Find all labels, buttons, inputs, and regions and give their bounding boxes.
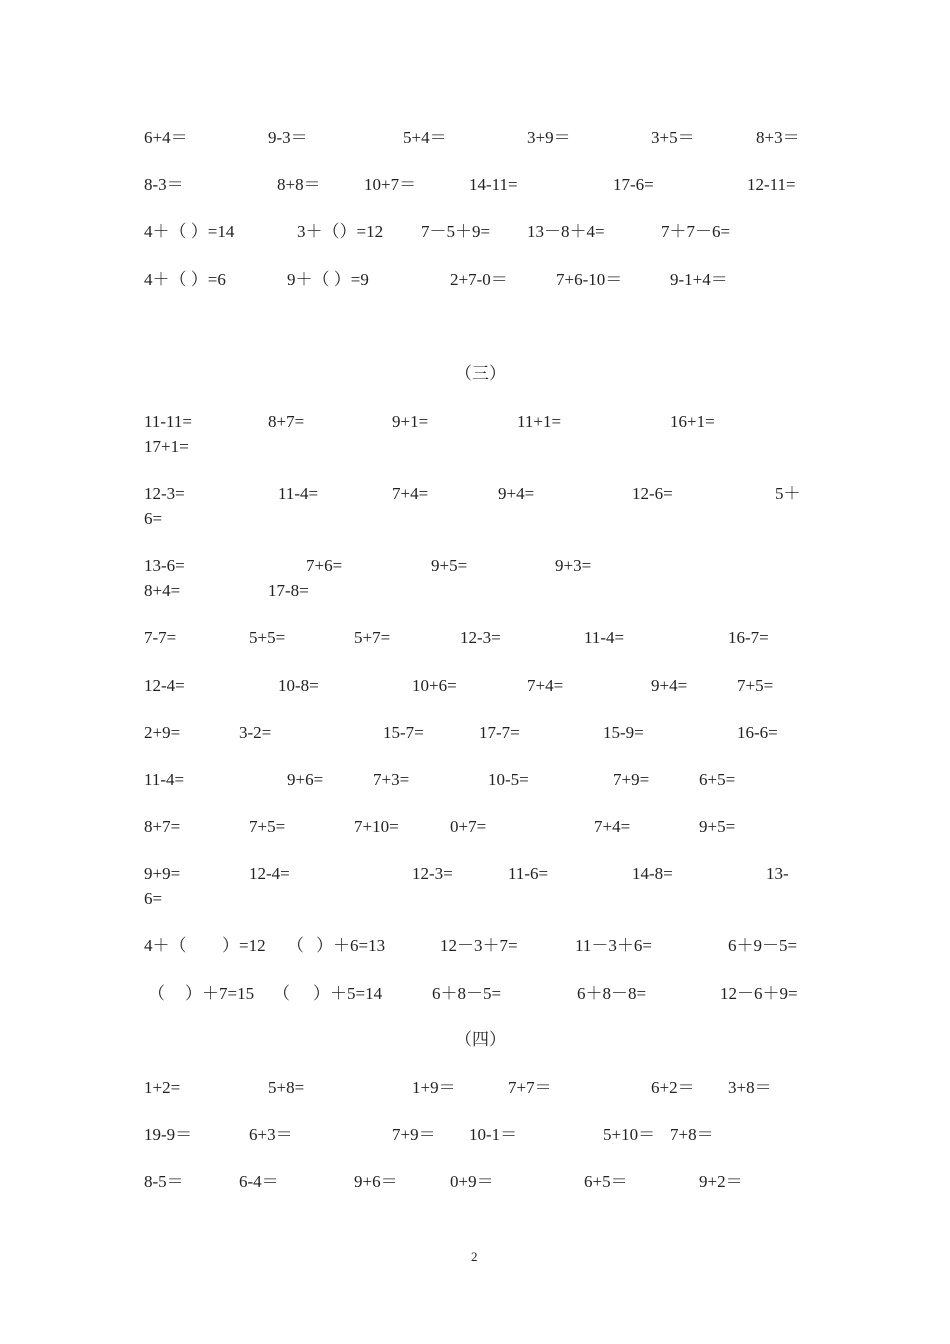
problem: 11－3＋6= <box>575 936 652 955</box>
problem: 16+1= <box>670 412 715 431</box>
problem: 9+6＝ <box>354 1172 398 1191</box>
problem: 1+9＝ <box>412 1078 456 1097</box>
problem: 8+7= <box>144 817 181 836</box>
problem: 19-9＝ <box>144 1125 193 1144</box>
problem: 7+4= <box>527 676 564 695</box>
problem: 9+4= <box>651 676 688 695</box>
problem: 14-11= <box>469 175 518 194</box>
problem: （ <box>148 984 165 1003</box>
problem: 9+4= <box>498 484 535 503</box>
problem: 4＋（ ）=14 <box>144 222 235 241</box>
problem: 6＋8－5= <box>432 984 502 1003</box>
problem: 16-7= <box>728 628 769 647</box>
problem: 8+3＝ <box>756 128 800 147</box>
problem: 12-11= <box>747 175 796 194</box>
problem: 10-5= <box>488 770 529 789</box>
problem: 5+4＝ <box>403 128 447 147</box>
page-number: 2 <box>471 1249 478 1264</box>
problem: 13-6= <box>144 556 185 575</box>
problem: 6+5＝ <box>584 1172 628 1191</box>
problem: ）＋6=13 <box>316 936 386 955</box>
problem: 0+9＝ <box>450 1172 494 1191</box>
problem: 5+5= <box>249 628 286 647</box>
problem: （ <box>287 936 304 955</box>
problem: 5+10＝ <box>603 1125 656 1144</box>
problem: 9+5= <box>431 556 468 575</box>
problem: 14-8= <box>632 864 673 883</box>
problem: 12－3＋7= <box>440 936 518 955</box>
problem: 9-1+4＝ <box>670 270 728 289</box>
section-heading: （四） <box>455 1030 506 1049</box>
problem: 7+10= <box>354 817 399 836</box>
problem: 3+5＝ <box>651 128 695 147</box>
problem: 8-3＝ <box>144 175 184 194</box>
problem: 6+5= <box>699 770 736 789</box>
problem: 12-6= <box>632 484 673 503</box>
problem: 10+6= <box>412 676 457 695</box>
problem: 12-3= <box>144 484 185 503</box>
problem: 11-6= <box>508 864 549 883</box>
problem: 17+1= <box>144 437 189 456</box>
problem: 3＋（）=12 <box>297 222 384 241</box>
problem: 7-7= <box>144 628 177 647</box>
problem: 17-7= <box>479 723 520 742</box>
problem: 10+7＝ <box>364 175 417 194</box>
problem: 5+8= <box>268 1078 305 1097</box>
problem: 12-3= <box>412 864 453 883</box>
problem: ）=12 <box>222 936 266 955</box>
problem: 6= <box>144 509 163 528</box>
problem: 12-3= <box>460 628 501 647</box>
problem: 8+7= <box>268 412 305 431</box>
section-heading: （三） <box>455 364 506 383</box>
problem: 11-11= <box>144 412 192 431</box>
problem: 15-9= <box>603 723 644 742</box>
problem: 6-4＝ <box>239 1172 279 1191</box>
problem: 4＋（ <box>144 936 187 955</box>
problem: 7+6-10＝ <box>556 270 623 289</box>
problem: 9+9= <box>144 864 181 883</box>
problem: 2+7-0＝ <box>450 270 508 289</box>
problem: 11+1= <box>517 412 562 431</box>
problem: 6＋8－8= <box>577 984 647 1003</box>
problem: 7+9＝ <box>392 1125 436 1144</box>
problem: 6= <box>144 889 163 908</box>
problem: 11-4= <box>144 770 185 789</box>
problem: 4＋（ ）=6 <box>144 270 226 289</box>
problem: 2+9= <box>144 723 181 742</box>
problem: 7+4= <box>392 484 429 503</box>
problem: 8-5＝ <box>144 1172 184 1191</box>
problem: 5＋ <box>775 484 801 503</box>
problem: 6+4＝ <box>144 128 188 147</box>
problem: 7＋7－6= <box>661 222 731 241</box>
problem: 9+2＝ <box>699 1172 743 1191</box>
problem: 9+5= <box>699 817 736 836</box>
problem: 11-4= <box>278 484 319 503</box>
problem: （ <box>273 984 290 1003</box>
problem: 7+7＝ <box>508 1078 552 1097</box>
problem: 9+6= <box>287 770 324 789</box>
problem: 3+8＝ <box>728 1078 772 1097</box>
problem: 12-4= <box>144 676 185 695</box>
problem: 7+5= <box>737 676 774 695</box>
problem: 3-2= <box>239 723 272 742</box>
problem: 11-4= <box>584 628 625 647</box>
problem: ）＋7=15 <box>185 984 255 1003</box>
problem: 9＋（ ）=9 <box>287 270 369 289</box>
problem: 8+8＝ <box>277 175 321 194</box>
problem: 8+4= <box>144 581 181 600</box>
problem: 6＋9－5= <box>728 936 798 955</box>
problem: 12－6＋9= <box>720 984 798 1003</box>
problem: 7－5＋9= <box>421 222 491 241</box>
problem: 6+3＝ <box>249 1125 293 1144</box>
problem: 9+3= <box>555 556 592 575</box>
problem: 5+7= <box>354 628 391 647</box>
problem: 17-8= <box>268 581 309 600</box>
problem: 13- <box>766 864 789 883</box>
problem: 13－8＋4= <box>527 222 605 241</box>
problem: 6+2＝ <box>651 1078 695 1097</box>
problem: 3+9＝ <box>527 128 571 147</box>
problem: 17-6= <box>613 175 654 194</box>
problem: ）＋5=14 <box>313 984 383 1003</box>
problem: 7+3= <box>373 770 410 789</box>
problem: 7+4= <box>594 817 631 836</box>
problem: 7+8＝ <box>670 1125 714 1144</box>
problem: 9-3＝ <box>268 128 308 147</box>
problem: 7+6= <box>306 556 343 575</box>
problem: 16-6= <box>737 723 778 742</box>
problem: 12-4= <box>249 864 290 883</box>
problem: 7+5= <box>249 817 286 836</box>
problem: 7+9= <box>613 770 650 789</box>
problem: 0+7= <box>450 817 487 836</box>
problem: 1+2= <box>144 1078 181 1097</box>
problem: 9+1= <box>392 412 429 431</box>
problem: 10-8= <box>278 676 319 695</box>
problem: 10-1＝ <box>469 1125 518 1144</box>
problem: 15-7= <box>383 723 424 742</box>
